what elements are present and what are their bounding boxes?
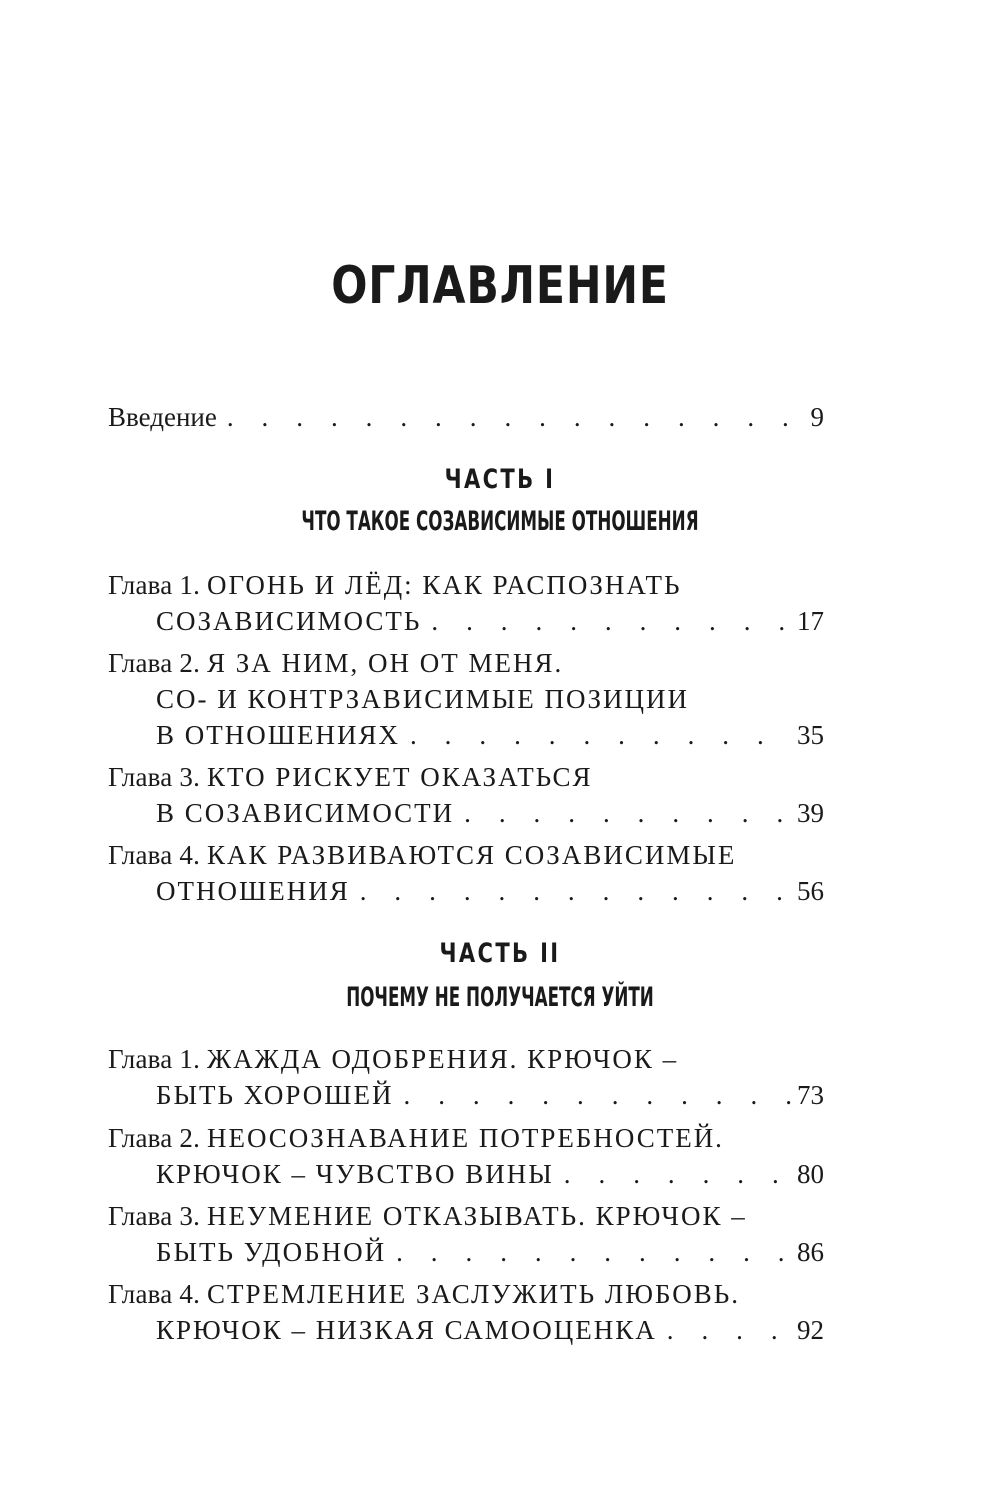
chapter-title-line: КРЮЧОК – НИЗКАЯ САМООЦЕНКА: [156, 1315, 657, 1345]
toc-entry-last-line[interactable]: [156, 872, 824, 910]
page-number: 86: [797, 1237, 824, 1267]
toc-entry-last-line[interactable]: [156, 716, 824, 754]
toc-entry-first-line[interactable]: [108, 566, 824, 604]
dot-leader: [410, 716, 793, 754]
chapter-prefix: Глава 1.: [108, 1044, 207, 1074]
page-number: 92: [797, 1315, 824, 1345]
chapter-prefix: Глава 2.: [108, 648, 207, 678]
toc-entry-label: Введение: [108, 402, 217, 432]
chapter-prefix: Глава 4.: [108, 840, 207, 870]
chapter-title-line: СТРЕМЛЕНИЕ ЗАСЛУЖИТЬ ЛЮБОВЬ.: [206, 1279, 741, 1309]
chapter-title-line: НЕУМЕНИЕ ОТКАЗЫВАТЬ. КРЮЧОК –: [206, 1201, 747, 1231]
toc-entry-first-line[interactable]: [108, 644, 824, 682]
page-number: 80: [797, 1159, 824, 1189]
dot-leader: [227, 398, 807, 436]
page-number: 9: [810, 402, 824, 432]
toc-entry-intro[interactable]: [108, 398, 824, 436]
part-label: ЧАСТЬ I: [444, 464, 556, 495]
toc-entry-first-line[interactable]: [108, 836, 824, 874]
toc-entry-middle-line[interactable]: [156, 680, 824, 718]
toc-entry-last-line[interactable]: [156, 1076, 824, 1114]
chapter-title-line: СОЗАВИСИМОСТЬ: [156, 606, 422, 636]
chapter-title-line: ОГОНЬ И ЛЁД: КАК РАСПОЗНАТЬ: [206, 570, 682, 600]
chapter-title-line: КТО РИСКУЕТ ОКАЗАТЬСЯ: [206, 762, 593, 792]
chapter-title-line: СО- И КОНТРЗАВИСИМЫЕ ПОЗИЦИИ: [156, 684, 690, 714]
part-title: ПОЧЕМУ НЕ ПОЛУЧАЕТСЯ УЙТИ: [346, 982, 654, 1013]
chapter-title-line: НЕОСОЗНАВАНИЕ ПОТРЕБНОСТЕЙ.: [206, 1123, 724, 1153]
page-number: 56: [797, 876, 824, 906]
page-number: 39: [797, 798, 824, 828]
chapter-prefix: Глава 1.: [108, 570, 207, 600]
chapter-prefix: Глава 3.: [108, 762, 207, 792]
toc-entry-first-line[interactable]: [108, 758, 824, 796]
chapter-title-line: ОТНОШЕНИЯ: [156, 876, 350, 906]
dot-leader: [396, 1233, 793, 1271]
toc-entry-last-line[interactable]: [156, 602, 824, 640]
dot-leader: [564, 1155, 793, 1193]
dot-leader: [464, 794, 793, 832]
toc-entry-last-line[interactable]: [156, 794, 824, 832]
part-title: ЧТО ТАКОЕ СОЗАВИСИМЫЕ ОТНОШЕНИЯ: [301, 506, 699, 537]
dot-leader: [431, 602, 793, 640]
part-label: ЧАСТЬ II: [439, 938, 561, 969]
toc-entry-last-line[interactable]: [156, 1311, 824, 1349]
toc-entry-first-line[interactable]: [108, 1197, 824, 1235]
chapter-title-line: КАК РАЗВИВАЮТСЯ СОЗАВИСИМЫЕ: [206, 840, 737, 870]
dot-leader: [404, 1076, 794, 1114]
toc-entry-last-line[interactable]: [156, 1233, 824, 1271]
page-title: ОГЛАВЛЕНИЕ: [331, 256, 669, 316]
toc-entry-last-line[interactable]: [156, 1155, 824, 1193]
toc-entry-first-line[interactable]: [108, 1119, 824, 1157]
chapter-title-line: БЫТЬ ХОРОШЕЙ: [156, 1080, 394, 1110]
chapter-title-line: В ОТНОШЕНИЯХ: [156, 720, 400, 750]
toc-entry-first-line[interactable]: [108, 1040, 824, 1078]
chapter-prefix: Глава 2.: [108, 1123, 207, 1153]
page-number: 73: [797, 1080, 824, 1110]
page-number: 35: [797, 720, 824, 750]
dot-leader: [360, 872, 793, 910]
chapter-title-line: КРЮЧОК – ЧУВСТВО ВИНЫ: [156, 1159, 554, 1189]
chapter-prefix: Глава 3.: [108, 1201, 207, 1231]
dot-leader: [667, 1311, 793, 1349]
toc-entry-first-line[interactable]: [108, 1275, 824, 1313]
chapter-title-line: БЫТЬ УДОБНОЙ: [156, 1237, 387, 1267]
chapter-title-line: ЖАЖДА ОДОБРЕНИЯ. КРЮЧОК –: [206, 1044, 679, 1074]
chapter-prefix: Глава 4.: [108, 1279, 207, 1309]
page-number: 17: [797, 606, 824, 636]
chapter-title-line: В СОЗАВИСИМОСТИ: [156, 798, 455, 828]
chapter-title-line: Я ЗА НИМ, ОН ОТ МЕНЯ.: [206, 648, 564, 678]
